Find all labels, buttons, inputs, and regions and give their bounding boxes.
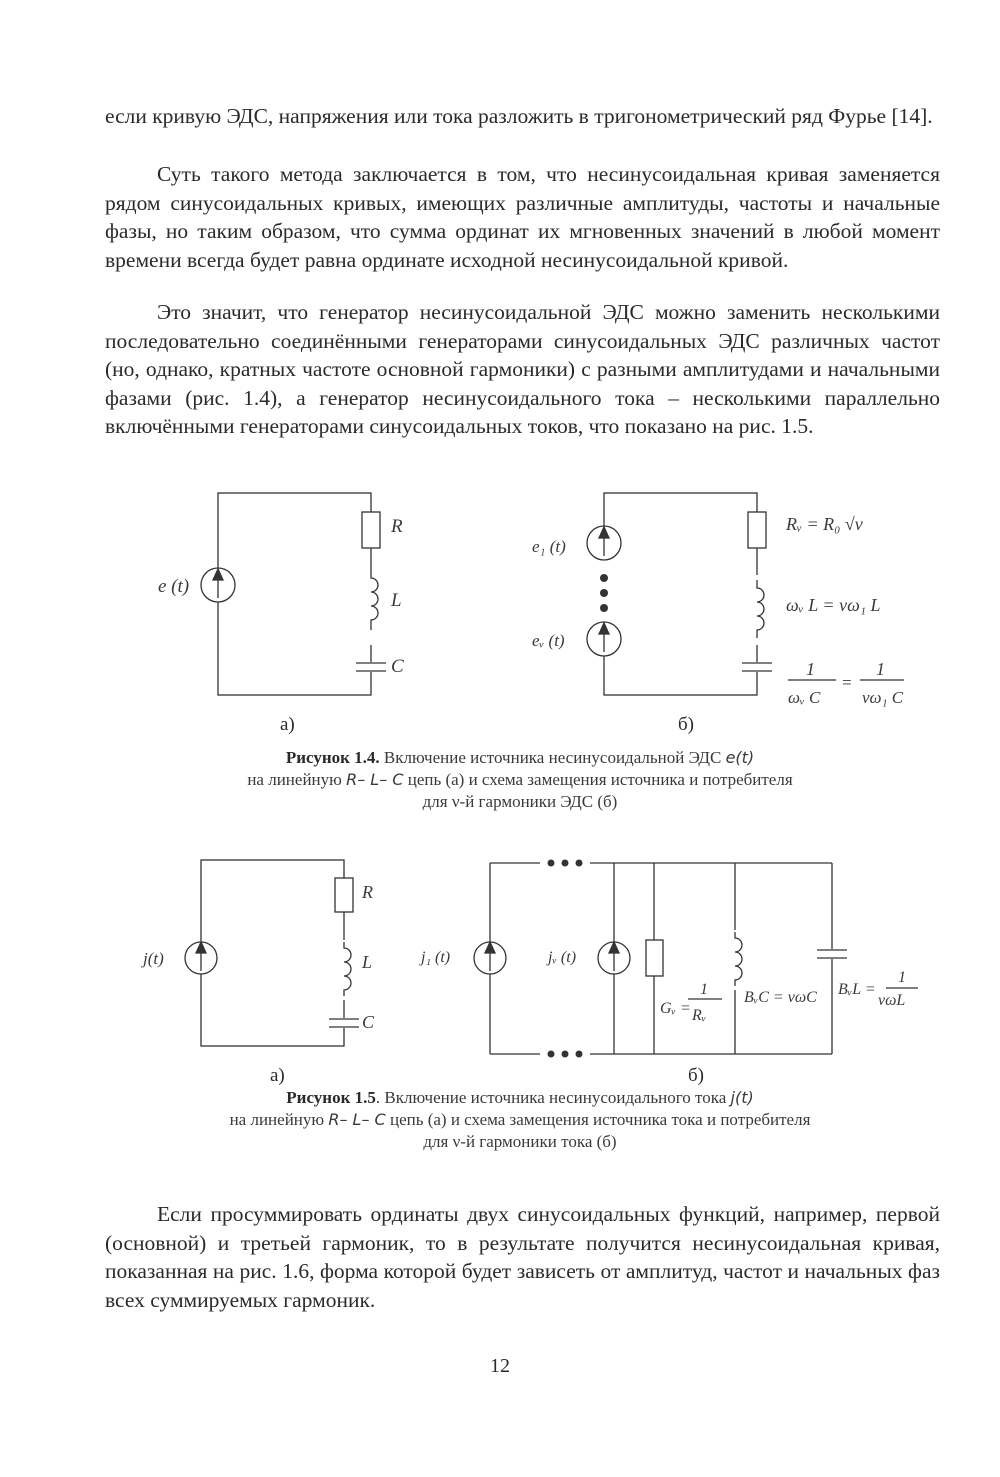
label-15-c: C [362, 1012, 375, 1032]
paragraph-1: если кривую ЭДС, напряжения или тока разложить в тригонометрический ряд Фурье [14]. [105, 104, 933, 128]
label-j-t: j(t) [143, 949, 164, 968]
formula-bvl-den: νωL [878, 992, 906, 1009]
formula-c-den1: ωᵥ C [788, 688, 821, 707]
label-c: C [391, 656, 404, 677]
caption-14-line1: Включение источника несинусоидальной ЭДС [379, 748, 726, 767]
label-e-t: e (t) [158, 576, 190, 597]
paragraph-3: Это значит, что генератор несинусоидальной ЭДС можно заменить несколькими последовательно соединёнными генераторами синусоидальных ЭДС различных частот (но, однако, кратных частоте основной гармоники) с разными амплитудами и начальными фазами (рис. 1.4), а генератор несинусоидального тока – несколькими параллельно включёнными генераторами синусоидальных токов, что показано на рис. 1.5. [105, 300, 940, 439]
formula-c-den2: νω₁ C [862, 688, 904, 707]
label-15-l: L [362, 952, 373, 972]
caption-15-bold: Рисунок 1.5 [286, 1088, 376, 1107]
caption-14-line2a: на линейную [247, 770, 347, 789]
resistor-r [362, 512, 380, 548]
formula-lv: ωᵥ L = νω₁ L [786, 595, 881, 615]
figure-1-4-caption [150, 747, 890, 813]
formula-c-num2: 1 [876, 659, 885, 679]
caption-15-line3: для ν-й гармоники тока (б) [423, 1132, 617, 1151]
caption-14-line3: для ν-й гармоники ЭДС (б) [422, 792, 618, 811]
formula-gv-lhs: Gᵥ = [660, 1000, 691, 1017]
formula-bvl-num: 1 [898, 969, 906, 986]
fig15-sublabel-b: б) [688, 1065, 704, 1086]
caption-15-math1: j(t) [730, 1088, 754, 1107]
caption-15-line2b: цепь (а) и схема замещения источника тока и потребителя [385, 1110, 811, 1129]
formula-gv-den: Rᵥ [692, 1007, 707, 1024]
paragraph-2: Суть такого метода заключается в том, что несинусоидальная кривая заменяется рядом синусоидальных кривых, имеющих различные амплитуды, частоты и начальные фазы, но таким образом, что сумма ординат их мгновенных значений в любой момент времени всегда будет равна ординате исходной несинусоидальной кривой. [105, 162, 940, 272]
caption-14-line2b: цепь (а) и схема замещения источника и потребителя [403, 770, 793, 789]
label-j1: j₁ (t) [421, 949, 451, 966]
circuit-b-frame [604, 493, 757, 695]
label-15-r: R [362, 882, 373, 902]
caption-15-line2a: на линейную [229, 1110, 329, 1129]
paragraph-4: Если просуммировать ординаты двух синусоидальных функций, например, первой (основной) и третьей гармоник, то в результате получится несинусоидальная кривая, показанная на рис. 1.6, форма которой будет зависеть от амплитуд, частот и начальных фаз всех суммируемых гармоник. [105, 1202, 940, 1312]
resistor-rv [748, 512, 766, 548]
formula-bvl-lhs: BᵥL = [838, 981, 876, 998]
label-l: L [391, 590, 402, 611]
formula-gv-num: 1 [700, 981, 708, 998]
figure-1-4 [0, 480, 1000, 740]
caption-14-bold: Рисунок 1.4. [285, 748, 380, 767]
fig14-sublabel-b: б) [678, 714, 694, 735]
caption-14-math1: e(t) [725, 748, 755, 767]
page-number: 12 [490, 1355, 510, 1377]
formula-c-eq: = [841, 673, 853, 692]
label-r: R [391, 516, 403, 537]
figure-1-5-caption [150, 1087, 890, 1153]
resistor-15-r [335, 878, 353, 912]
formula-rv: Rᵥ = R₀ √ν [786, 514, 863, 534]
circuit-a-frame [218, 493, 371, 695]
caption-15-line1: . Включение источника несинусоидального тока [375, 1088, 731, 1107]
label-e1: e₁ (t) [532, 537, 566, 556]
figure-1-5 [0, 850, 1000, 1070]
formula-bvc: BᵥC = νωC [744, 989, 817, 1006]
circuit-15a-frame [201, 860, 344, 1046]
label-ev: eᵥ (t) [532, 631, 565, 650]
conductance-gv [646, 940, 663, 976]
label-jv: jᵥ (t) [548, 949, 577, 966]
caption-14-math2: R– L– C [346, 770, 404, 789]
caption-15-math2: R– L– C [328, 1110, 386, 1129]
fig15-sublabel-a: а) [270, 1065, 285, 1086]
fig14-sublabel-a: а) [280, 714, 295, 735]
formula-c-num1: 1 [806, 659, 815, 679]
